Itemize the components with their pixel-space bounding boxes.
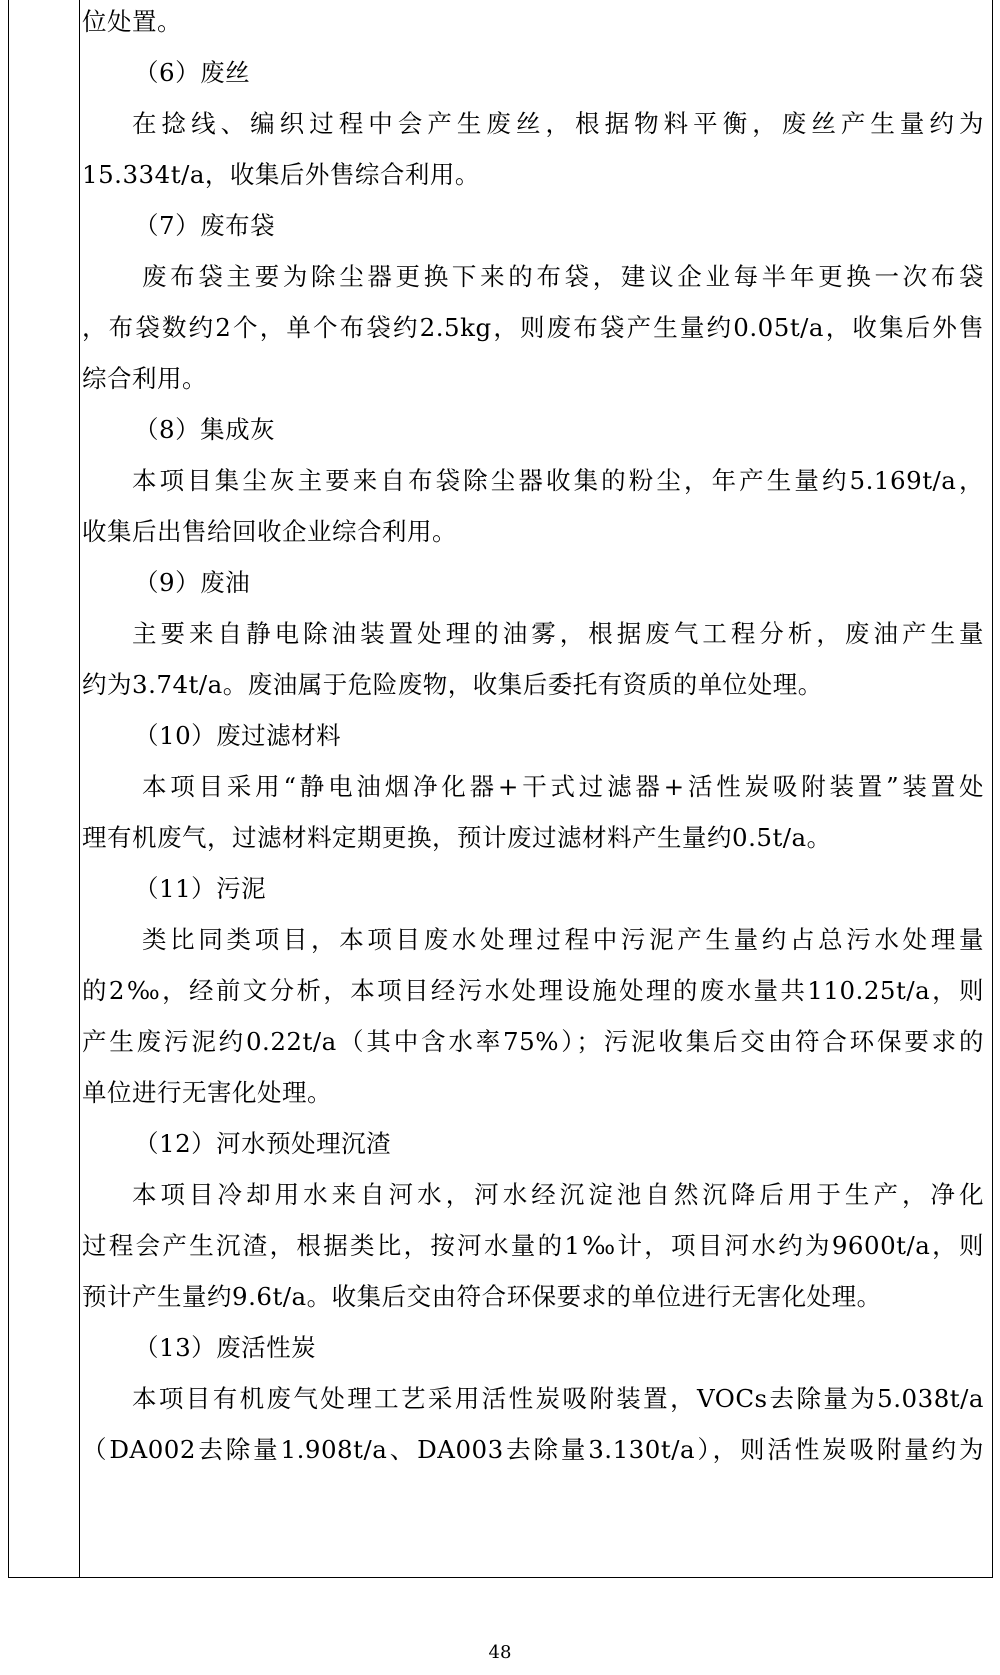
text-line: 本项目有机废气处理工艺采用活性炭吸附装置，VOCs去除量为5.038t/a [132, 1384, 984, 1413]
section-heading: （8）集成灰 [134, 415, 276, 444]
text-line: 本项目采用“静电油烟净化器+干式过滤器+活性炭吸附装置”装置处 [142, 772, 984, 801]
section-heading: （7）废布袋 [134, 211, 276, 240]
text-line: 本项目冷却用水来自河水，河水经沉淀池自然沉降后用于生产，净化 [132, 1180, 984, 1209]
text-line: 位处置。 [82, 7, 182, 36]
text-line: 在捻线、编织过程中会产生废丝，根据物料平衡，废丝产生量约为 [132, 109, 984, 138]
text-line: 预计产生量约9.6t/a。收集后交由符合环保要求的单位进行无害化处理。 [82, 1282, 882, 1311]
text-line: （DA002去除量1.908t/a、DA003去除量3.130t/a），则活性炭吸附量约为 [82, 1435, 984, 1464]
section-heading: （11）污泥 [134, 874, 267, 903]
text-line: ，布袋数约2个，单个布袋约2.5kg，则废布袋产生量约0.05t/a，收集后外售 [82, 313, 984, 342]
section-heading: （12）河水预处理沉渣 [134, 1129, 392, 1158]
text-line: 产生废污泥约0.22t/a（其中含水率75%）；污泥收集后交由符合环保要求的 [82, 1027, 984, 1056]
text-line: 废布袋主要为除尘器更换下来的布袋，建议企业每半年更换一次布袋 [142, 262, 984, 291]
text-line: 理有机废气，过滤材料定期更换，预计废过滤材料产生量约0.5t/a。 [82, 823, 832, 852]
section-heading: （10）废过滤材料 [134, 721, 342, 750]
text-line: 主要来自静电除油装置处理的油雾，根据废气工程分析，废油产生量 [132, 619, 984, 648]
page-number: 48 [488, 1642, 512, 1663]
section-heading: （9）废油 [134, 568, 251, 597]
section-heading: （13）废活性炭 [134, 1333, 317, 1362]
text-line: 过程会产生沉渣，根据类比，按河水量的1‰计，项目河水约为9600t/a，则 [82, 1231, 984, 1260]
text-line: 综合利用。 [82, 364, 207, 393]
text-line: 约为3.74t/a。废油属于危险废物，收集后委托有资质的单位处理。 [82, 670, 823, 699]
text-line: 15.334t/a，收集后外售综合利用。 [82, 160, 480, 189]
table-column-divider [79, 0, 80, 1577]
text-line: 类比同类项目，本项目废水处理过程中污泥产生量约占总污水处理量 [142, 925, 984, 954]
text-line: 单位进行无害化处理。 [82, 1078, 332, 1107]
text-line: 本项目集尘灰主要来自布袋除尘器收集的粉尘，年产生量约5.169t/a， [132, 466, 984, 495]
section-heading: （6）废丝 [134, 58, 251, 87]
text-line: 的2‰，经前文分析，本项目经污水处理设施处理的废水量共110.25t/a，则 [82, 976, 984, 1005]
text-line: 收集后出售给回收企业综合利用。 [82, 517, 457, 546]
